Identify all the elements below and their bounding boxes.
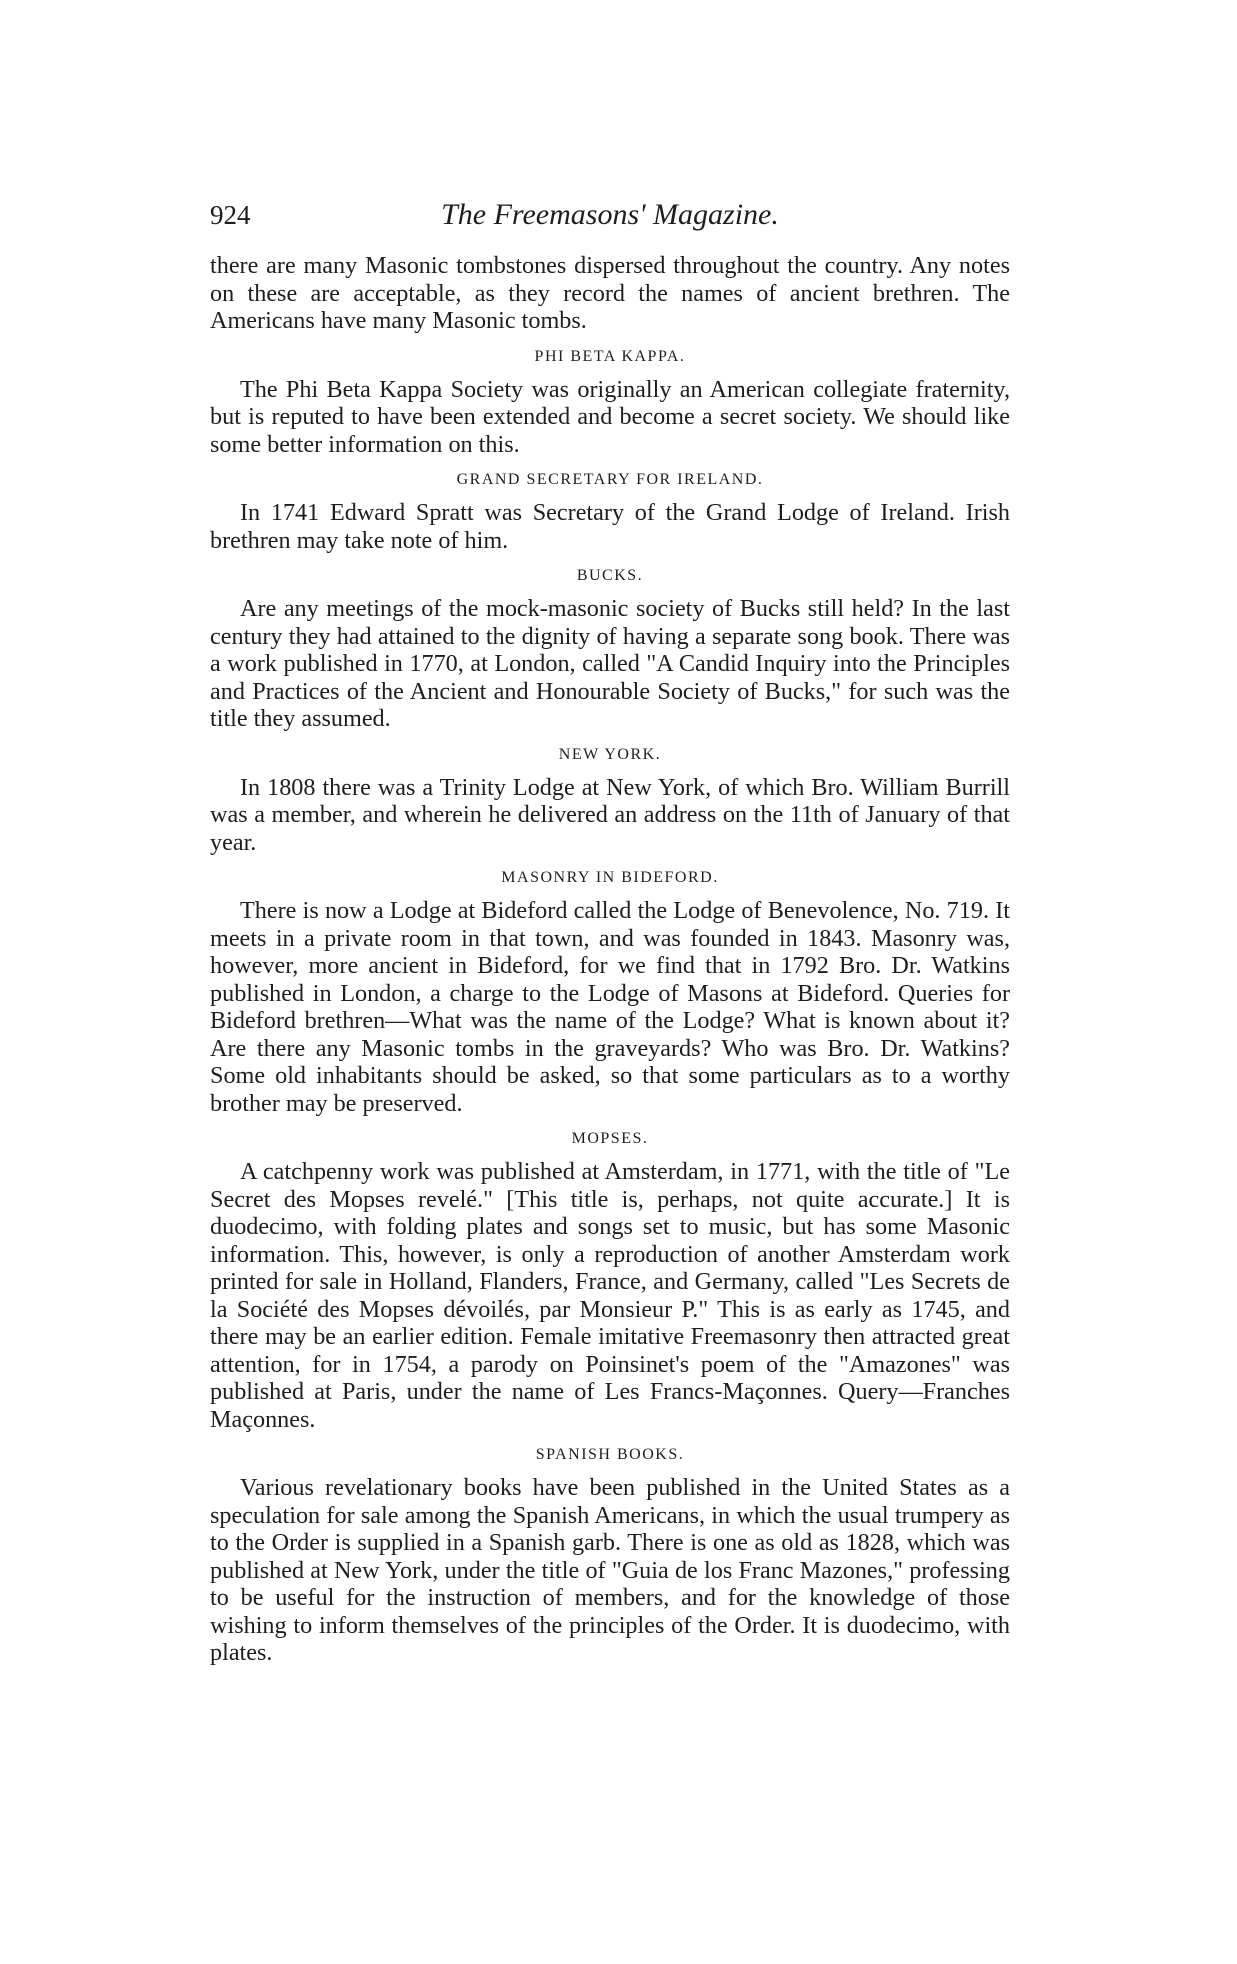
section-heading-phi-beta-kappa: PHI BETA KAPPA.	[534, 347, 686, 365]
article-body	[210, 252, 1010, 1667]
section-paragraph-mopses: A catchpenny work was published at Amsterdam, in 1771, with the title of "Le Secret des Mopses revelé." [This title is, perhaps, not quite accurate.] It is duodecimo, with folding plates and songs set to music, but has some Masonic information. This, however, is only a reproduction of another Amsterdam work printed for sale in Holland, Flanders, France, and Germany, called "Les Secrets de la Société des Mopses dévoilés, par Monsieur P." This is as early as 1745, and there may be an earlier edition. Female imitative Freemasonry then attracted great attention, for in 1754, a parody on Poinsinet's poem of the "Amazones" was published at Paris, under the name of Les Francs-Maçonnes. Query—Franches Maçonnes.	[210, 1158, 1010, 1433]
page-number: 924	[210, 200, 251, 230]
section-heading-mopses: MOPSES.	[571, 1130, 649, 1147]
section-paragraph-spanish-books: Various revelationary books have been published in the United States as a speculation for sale among the Spanish Americans, in which the usual trumpery as to the Order is supplied in a Spanish garb. There is one as old as 1828, which was published at New York, under the title of "Guia de los Franc Mazones," professing to be useful for the instruction of members, and for the knowledge of those wishing to inform themselves of the principles of the Order. It is duodecimo, with plates.	[210, 1474, 1010, 1666]
journal-title: The Freemasons' Magazine.	[441, 198, 779, 231]
section-paragraph-bucks: Are any meetings of the mock-masonic society of Bucks still held? In the last century they had attained to the dignity of having a separate song book. There was a work published in 1770, at London, called "A Candid Inquiry into the Principles and Practices of the Ancient and Honourable Society of Bucks," for such was the title they assumed.	[210, 595, 1010, 732]
continuation-paragraph: there are many Masonic tombstones dispersed throughout the country. Any notes on these are acceptable, as they record the names of ancient brethren. The Americans have many Masonic tombs.	[210, 252, 1010, 334]
section-heading-new-york: NEW YORK.	[558, 745, 662, 763]
running-head	[210, 200, 1010, 240]
section-paragraph-new-york: In 1808 there was a Trinity Lodge at New York, of which Bro. William Burrill was a member, and wherein he delivered an address on the 11th of January of that year.	[210, 773, 1010, 856]
section-heading-grand-secretary: GRAND SECRETARY FOR IRELAND.	[456, 471, 764, 488]
section-heading-bucks: BUCKS.	[576, 567, 644, 584]
section-paragraph-bideford: There is now a Lodge at Bideford called the Lodge of Benevolence, No. 719. It meets in a private room in that town, and was founded in 1843. Masonry was, however, more ancient in Bideford, for we find that in 1792 Bro. Dr. Watkins published in London, a charge to the Lodge of Masons at Bideford. Queries for Bideford brethren—What was the name of the Lodge? What is known about it? Are there any Masonic tombs in the graveyards? Who was Bro. Dr. Watkins? Some old inhabitants should be asked, so that some particulars as to a worthy brother may be preserved.	[210, 897, 1010, 1117]
section-heading-bideford: MASONRY IN BIDEFORD.	[501, 869, 719, 886]
section-heading-spanish-books: SPANISH BOOKS.	[535, 1446, 685, 1463]
section-paragraph-grand-secretary: In 1741 Edward Spratt was Secretary of the Grand Lodge of Ireland. Irish brethren may take note of him.	[210, 499, 1010, 554]
section-paragraph-phi-beta-kappa: The Phi Beta Kappa Society was originally an American collegiate fraternity, but is reputed to have been extended and become a secret society. We should like some better information on this.	[210, 375, 1010, 458]
